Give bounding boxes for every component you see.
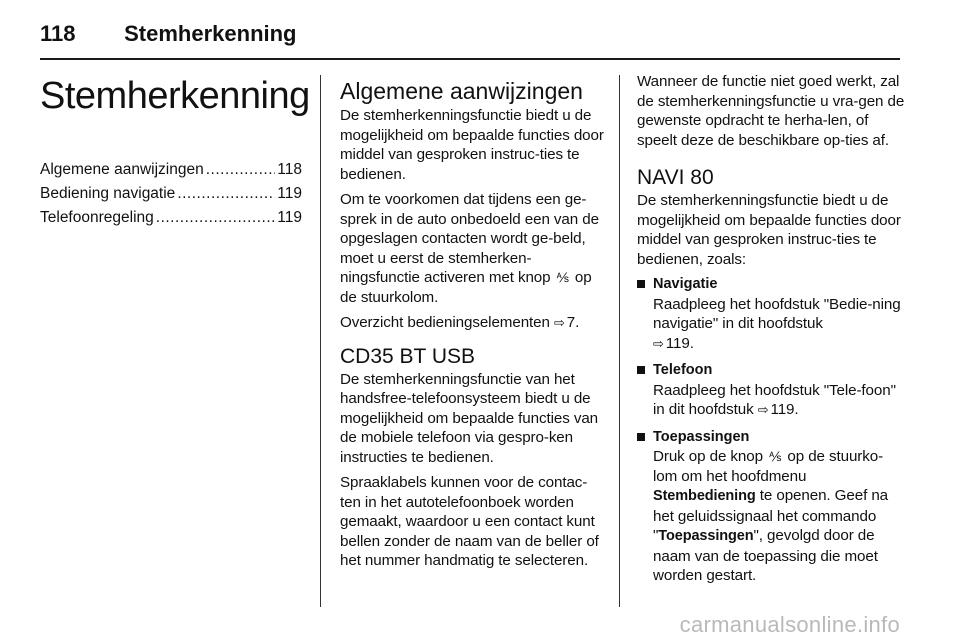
- bullet-icon: [637, 433, 645, 441]
- toc-leader: [156, 206, 276, 230]
- toc-entry[interactable]: [40, 206, 302, 230]
- menu-name: Stembediening: [653, 488, 756, 504]
- reference-page[interactable]: 119.: [770, 401, 799, 418]
- paragraph: Wanneer de functie niet goed werkt, zal de stemherkenningsfunctie u vra-gen de gewenste opdracht te herha-len, of speelt deze de beschikbare op-ties af.: [637, 73, 905, 149]
- paragraph: De stemherkenningsfunctie van het handsfree-telefoonsysteem biedt u de mogelijkheid om bepaalde functies van de mobiele telefoon via gespro-ken instructies te bedienen.: [340, 370, 599, 466]
- section-heading-cd35: CD35 BT USB: [340, 344, 475, 368]
- toc-column: [40, 72, 310, 230]
- reference-arrow-icon[interactable]: ⇨: [757, 402, 769, 417]
- list-item: Navigatie Raadpleeg het hoofdstuk "Bedie-ning navigatie" in dit hoofdstuk ⇨ 119.: [637, 275, 905, 353]
- list-item: Toepassingen Druk op de knop ⅍ op de stuurko-lom om het hoofdmenu Stembediening te openen. Geef na het geluidssignaal het commando "Toepassingen", gevolgd door de naam van de toepassing die moet worden gestart.: [637, 428, 905, 586]
- toc-entry[interactable]: [40, 158, 302, 182]
- voice-key-icon: ⅍: [769, 449, 782, 464]
- reference-arrow-icon[interactable]: ⇨: [653, 335, 664, 351]
- list-item-title: Navigatie: [653, 276, 718, 292]
- toc-page: 119: [277, 209, 302, 226]
- list-item: Telefoon Raadpleeg het hoofdstuk "Tele-foon" in dit hoofdstuk ⇨ 119.: [637, 361, 905, 420]
- header-rule: [40, 58, 900, 60]
- section-heading-navi80: NAVI 80: [637, 166, 714, 189]
- paragraph: De stemherkenningsfunctie biedt u de mogelijkheid om bepaalde functies door middel van gesproken instruc-ties te bedienen.: [340, 107, 604, 183]
- voice-key-icon: ⅍: [556, 270, 569, 285]
- page-number: 118: [40, 21, 76, 46]
- watermark: carmanualsonline.info: [679, 612, 900, 637]
- reference-page[interactable]: 7.: [566, 314, 580, 331]
- running-title: Stemherkenning: [124, 21, 297, 46]
- reference-arrow-icon[interactable]: ⇨: [553, 315, 565, 330]
- toc-label: Algemene aanwijzingen: [40, 161, 204, 178]
- toc-label: Bediening navigatie: [40, 185, 176, 202]
- list-item-title: Toepassingen: [653, 428, 750, 445]
- paragraph: Spraaklabels kunnen voor de contac-ten in het autotelefoonboek worden gemaakt, waardoor u een contact kunt bellen zonder de naam van de beller of het nummer handmatig te selecteren.: [340, 474, 599, 569]
- toc-page: 119: [277, 185, 302, 202]
- toc-leader: [177, 182, 275, 206]
- content-column-right: [637, 72, 905, 594]
- chapter-title: Stemherkenning: [40, 75, 310, 117]
- bullet-icon: [637, 366, 645, 374]
- toc-leader: [206, 158, 276, 182]
- content-column-middle: [340, 72, 606, 577]
- column-divider: [320, 75, 321, 607]
- column-divider: [619, 75, 620, 607]
- reference-page[interactable]: 119.: [665, 334, 694, 352]
- toc-page: 118: [277, 161, 302, 178]
- toc-label: Telefoonregeling: [40, 209, 154, 226]
- section-heading-algemeen: Algemene aanwijzingen: [340, 78, 583, 104]
- paragraph: Om te voorkomen dat tijdens een ge-sprek in de auto onbedoeld een van de opgeslagen contacten wordt ge-beld, moet u eerst de stemherken-ningsfunctie activeren met knop ⅍ op de stuurkolom.: [340, 191, 599, 306]
- paragraph: De stemherkenningsfunctie biedt u de mogelijkheid om bepaalde functies door middel van gesproken instruc-ties te bedienen, zoals:: [637, 192, 901, 268]
- command-name: Toepassingen: [658, 528, 754, 544]
- toc-entry[interactable]: [40, 182, 302, 206]
- feature-list: [637, 275, 905, 586]
- paragraph: Overzicht bedieningselementen ⇨ 7.: [340, 314, 580, 331]
- bullet-icon: [637, 280, 645, 288]
- page-header: [40, 14, 297, 54]
- list-item-title: Telefoon: [653, 362, 713, 378]
